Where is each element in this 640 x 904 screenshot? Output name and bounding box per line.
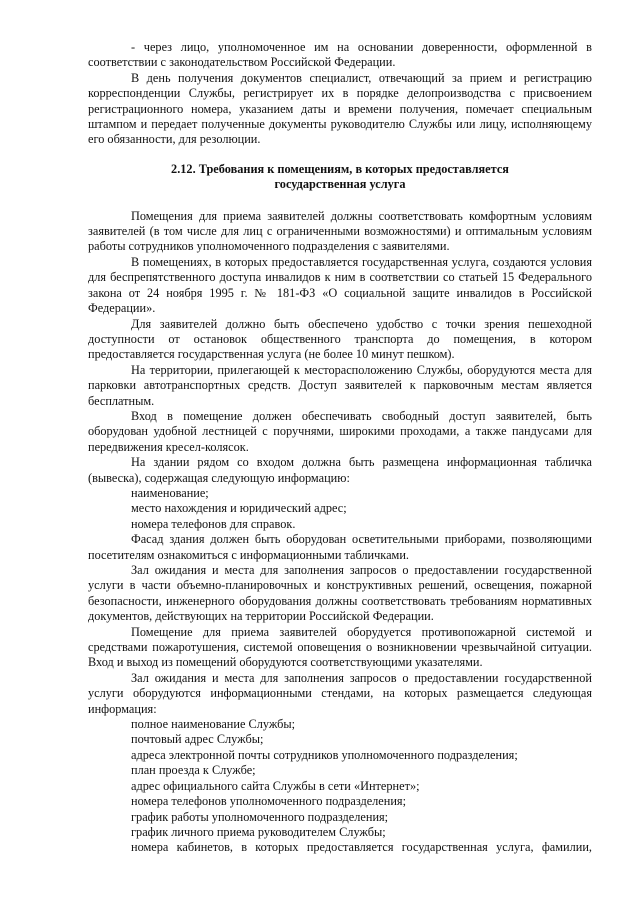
intro-paragraph-2: В день получения документов специалист, отвечающий за прием и регистрацию корреспонденции Службы, регистрирует их в порядке делопроизводства с присвоением регистрационного номера, указанием даты и времени получения, помечает специальным штампом и передает полученные документы руководителю Службы или лицу, исполняющему его обязанности, для резолюции. (88, 70, 592, 147)
list-item: наименование; (131, 485, 209, 500)
body-paragraph: В помещениях, в которых предоставляется государственная услуга, создаются условия для беспрепятственного доступа инвалидов к ним в соответствии со статьей 15 Федерального закона от 24 ноября 1995 г. № 181-ФЗ «О социальной защите инвалидов в Российской Федерации». (88, 254, 592, 316)
list-item: полное наименование Службы; (131, 717, 296, 732)
list-item-continued: номера кабинетов, в которых предоставляется государственная услуга, фамилии, (131, 840, 592, 855)
list-item: место нахождения и юридический адрес; (131, 501, 347, 516)
list-item: адреса электронной почты сотрудников уполномоченного подразделения; (131, 747, 518, 762)
body-paragraph: Фасад здания должен быть оборудован осветительными приборами, позволяющими посетителям ознакомиться с информационными табличками. (88, 532, 592, 562)
body-paragraph: На здании рядом со входом должна быть размещена информационная табличка (вывеска), содержащая следующую информацию: (88, 455, 592, 485)
body-paragraph: На территории, прилегающей к месторасположению Службы, оборудуются места для парковки автотранспортных средств. Доступ заявителей к парковочным местам является бесплатным. (88, 362, 592, 408)
intro-paragraph-1: - через лицо, уполномоченное им на основании доверенности, оформленной в соответствии с законодательством Российской Федерации. (88, 40, 592, 70)
body-paragraph: Зал ожидания и места для заполнения запросов о предоставлении государственной услуги оборудуются информационными стендами, на которых размещается следующая информация: (88, 670, 592, 716)
body-paragraph: Помещение для приема заявителей оборудуется противопожарной системой и средствами пожаротушения, системой оповещения о возникновении чрезвычайной ситуации. Вход и выход из помещений оборудуются соответствующими указателями. (88, 624, 592, 670)
section-heading-line-1: 2.12. Требования к помещениям, в которых предоставляется (171, 161, 509, 176)
section-heading-line-2: государственная услуга (274, 177, 406, 192)
list-item: почтовый адрес Службы; (131, 732, 264, 747)
list-item: график личного приема руководителем Службы; (131, 824, 386, 839)
list-item: адрес официального сайта Службы в сети «Интернет»; (131, 778, 420, 793)
list-item: номера телефонов уполномоченного подразделения; (131, 794, 407, 809)
body-paragraph: Помещения для приема заявителей должны соответствовать комфортным условиям заявителей (в том числе для лиц с ограниченными возможностями) и оптимальным условиям работы сотрудников уполномоченного подразделения с заявителями. (88, 208, 592, 254)
list-item: график работы уполномоченного подразделения; (131, 809, 389, 824)
body-paragraph: Зал ожидания и места для заполнения запросов о предоставлении государственной услуги в части объемно-планировочных и конструктивных решений, освещения, пожарной безопасности, инженерного оборудования должны соответствовать требованиям нормативных документов, действующих на территории Российской Федерации. (88, 563, 592, 624)
list-item: план проезда к Службе; (131, 763, 256, 778)
body-paragraph: Для заявителей должно быть обеспечено удобство с точки зрения пешеходной доступности от остановок общественного транспорта до помещения, в котором предоставляется государственная услуга (не более 10 минут пешком). (88, 316, 592, 362)
body-paragraph: Вход в помещение должен обеспечивать свободный доступ заявителей, быть оборудован удобной лестницей с поручнями, широкими проходами, а также пандусами для передвижения кресел-колясок. (88, 408, 592, 454)
section-heading (88, 162, 592, 193)
list-item: номера телефонов для справок. (131, 516, 296, 531)
